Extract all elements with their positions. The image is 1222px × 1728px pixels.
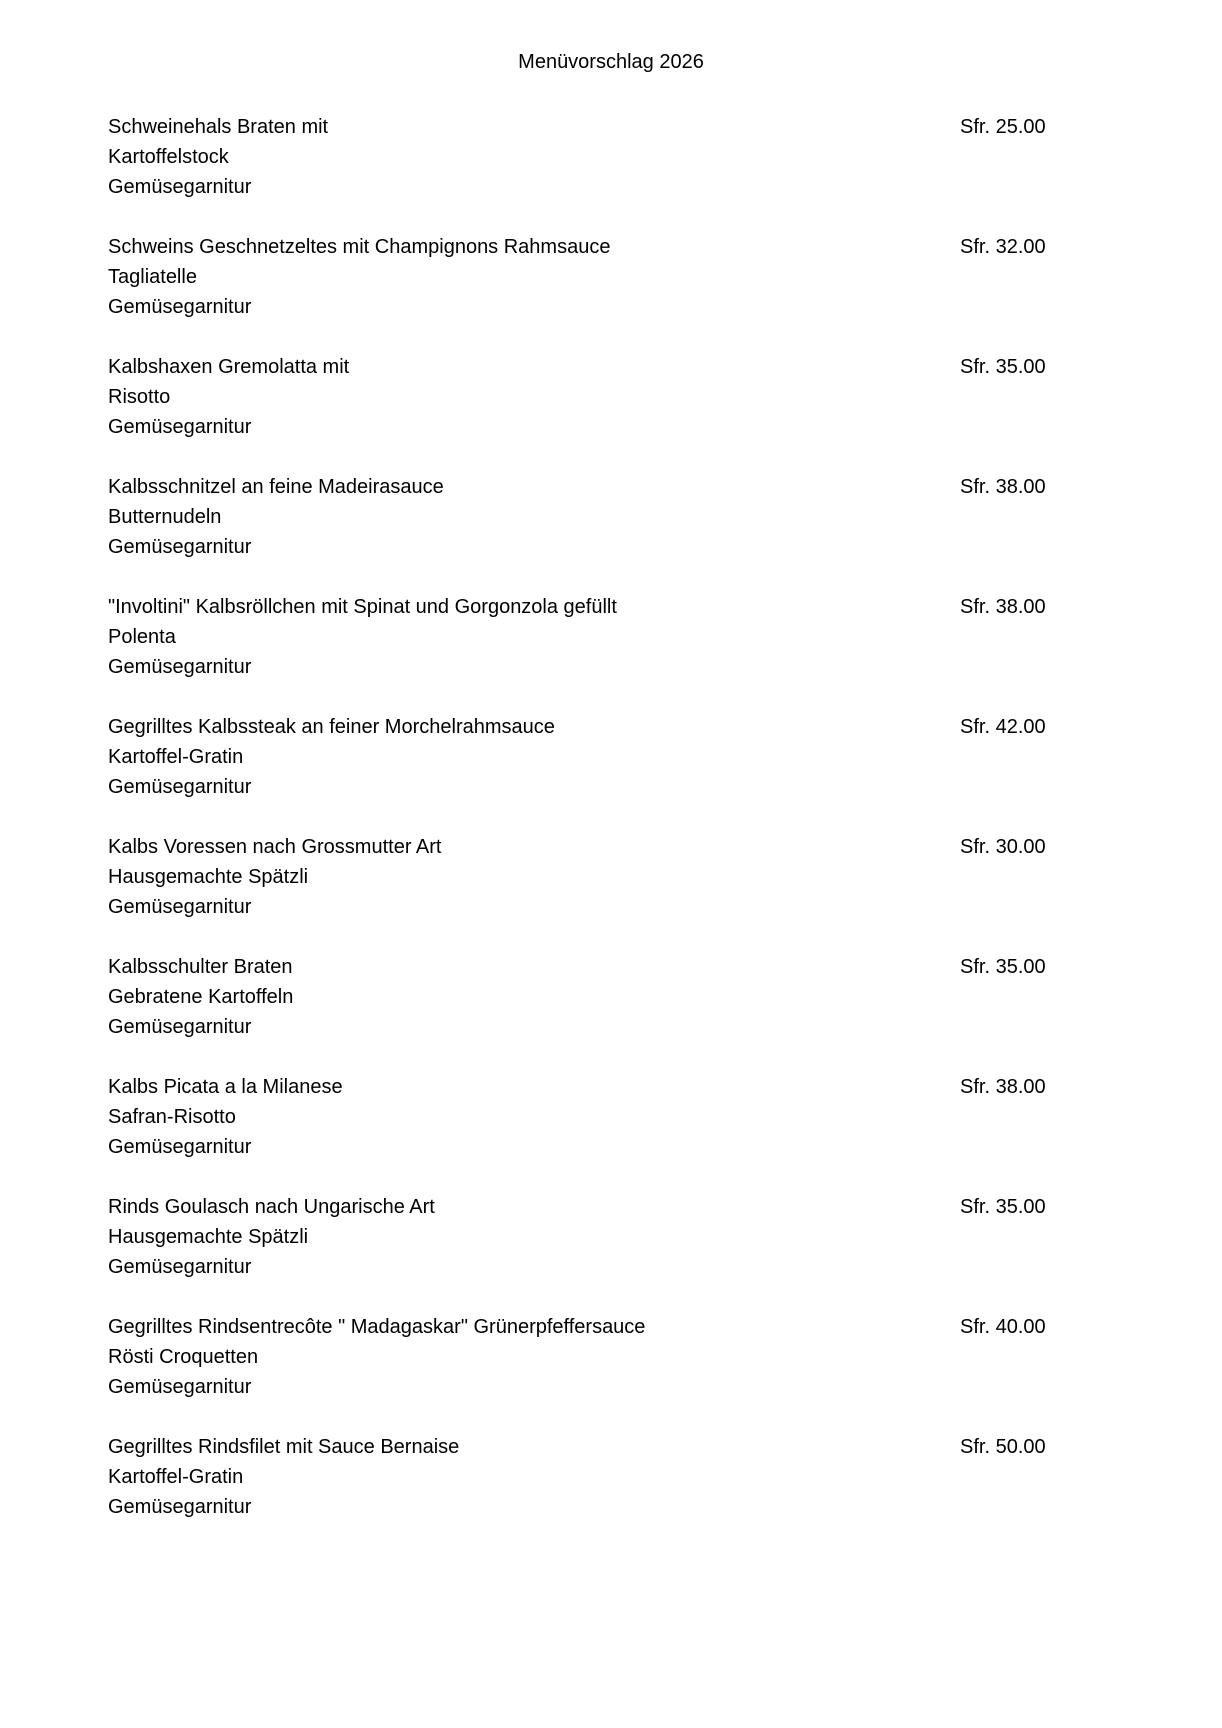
price: Sfr. 42.00 <box>960 716 1046 738</box>
garnish: Gemüsegarnitur <box>108 536 252 558</box>
price: Sfr. 35.00 <box>960 356 1046 378</box>
dish-name: "Involtini" Kalbsröllchen mit Spinat und Gorgonzola gefüllt <box>108 596 617 618</box>
side-dish: Hausgemachte Spätzli <box>108 866 309 888</box>
menu-item <box>108 1432 1108 1552</box>
price: Sfr. 25.00 <box>960 116 1046 138</box>
price: Sfr. 50.00 <box>960 1436 1046 1458</box>
side-dish: Polenta <box>108 626 176 648</box>
side-dish: Tagliatelle <box>108 266 197 288</box>
menu-item <box>108 592 1108 712</box>
garnish: Gemüsegarnitur <box>108 1136 252 1158</box>
garnish: Gemüsegarnitur <box>108 1256 252 1278</box>
side-dish: Gebratene Kartoffeln <box>108 986 294 1008</box>
price: Sfr. 35.00 <box>960 1196 1046 1218</box>
garnish: Gemüsegarnitur <box>108 896 252 918</box>
menu-item <box>108 472 1108 592</box>
price: Sfr. 32.00 <box>960 236 1046 258</box>
side-dish: Kartoffelstock <box>108 146 229 168</box>
garnish: Gemüsegarnitur <box>108 176 252 198</box>
garnish: Gemüsegarnitur <box>108 776 252 798</box>
dish-name: Gegrilltes Rindsfilet mit Sauce Bernaise <box>108 1436 460 1458</box>
side-dish: Kartoffel-Gratin <box>108 746 244 768</box>
side-dish: Risotto <box>108 386 171 408</box>
menu-item <box>108 352 1108 472</box>
garnish: Gemüsegarnitur <box>108 656 252 678</box>
menu-item <box>108 112 1108 232</box>
menu-item <box>108 1192 1108 1312</box>
menu-item <box>108 832 1108 952</box>
dish-name: Schweinehals Braten mit <box>108 116 329 138</box>
menu-item <box>108 1072 1108 1192</box>
price: Sfr. 35.00 <box>960 956 1046 978</box>
menu-list <box>108 112 1108 1552</box>
garnish: Gemüsegarnitur <box>108 416 252 438</box>
menu-item <box>108 232 1108 352</box>
dish-name: Kalbsschulter Braten <box>108 956 293 978</box>
garnish: Gemüsegarnitur <box>108 1376 252 1398</box>
menu-item <box>108 712 1108 832</box>
dish-name: Kalbs Voressen nach Grossmutter Art <box>108 836 442 858</box>
garnish: Gemüsegarnitur <box>108 1496 252 1518</box>
dish-name: Kalbs Picata a la Milanese <box>108 1076 343 1098</box>
menu-item <box>108 1312 1108 1432</box>
page-title: Menüvorschlag 2026 <box>518 51 704 73</box>
side-dish: Rösti Croquetten <box>108 1346 259 1368</box>
dish-name: Schweins Geschnetzeltes mit Champignons Rahmsauce <box>108 236 611 258</box>
dish-name: Kalbsschnitzel an feine Madeirasauce <box>108 476 444 498</box>
price: Sfr. 40.00 <box>960 1316 1046 1338</box>
garnish: Gemüsegarnitur <box>108 296 252 318</box>
side-dish: Hausgemachte Spätzli <box>108 1226 309 1248</box>
side-dish: Safran-Risotto <box>108 1106 236 1128</box>
menu-item <box>108 952 1108 1072</box>
side-dish: Kartoffel-Gratin <box>108 1466 244 1488</box>
price: Sfr. 38.00 <box>960 1076 1046 1098</box>
dish-name: Gegrilltes Kalbssteak an feiner Morchelrahmsauce <box>108 716 555 738</box>
side-dish: Butternudeln <box>108 506 222 528</box>
garnish: Gemüsegarnitur <box>108 1016 252 1038</box>
dish-name: Rinds Goulasch nach Ungarische Art <box>108 1196 435 1218</box>
price: Sfr. 30.00 <box>960 836 1046 858</box>
dish-name: Gegrilltes Rindsentrecôte " Madagaskar" Grünerpfeffersauce <box>108 1316 646 1338</box>
price: Sfr. 38.00 <box>960 476 1046 498</box>
price: Sfr. 38.00 <box>960 596 1046 618</box>
dish-name: Kalbshaxen Gremolatta mit <box>108 356 350 378</box>
